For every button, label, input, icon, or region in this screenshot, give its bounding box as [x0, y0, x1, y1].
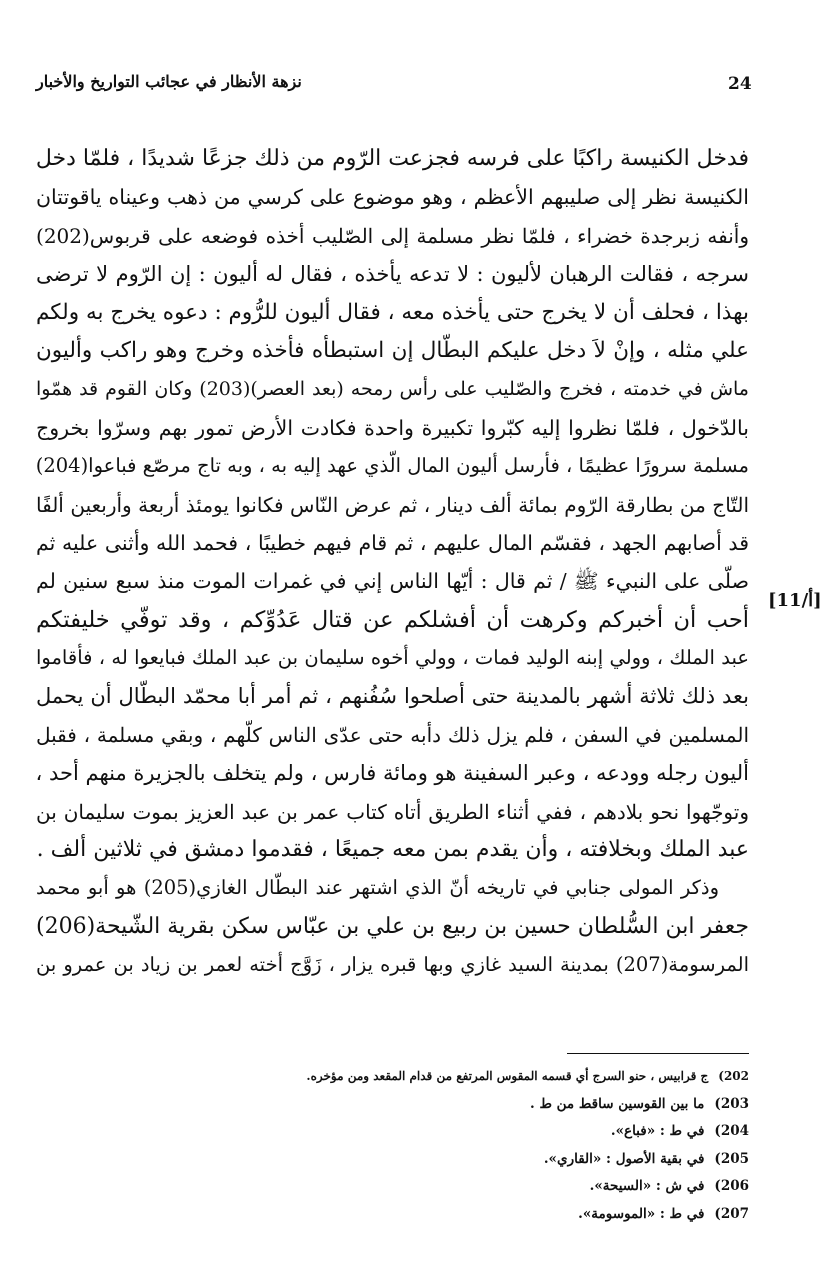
- running-title: نزهة الأنظار في عجائب التواريخ والأخبار: [36, 72, 302, 91]
- footnote-number: 206): [714, 1178, 749, 1194]
- footnote-text: في ط : «فباع».: [610, 1123, 705, 1139]
- text-line: جعفر ابن السُّلطان حسين بن ربيع بن علي بن عبّاس سكن بقرية الشّيحة(206): [36, 913, 749, 939]
- text-line: صلّى على النبيء ﷺ / ثم قال : أيّها الناس إني في غمرات الموت منذ سبع سنين لم: [36, 569, 749, 594]
- footnote-text: في بقية الأصول : «القاري».: [543, 1150, 705, 1167]
- text-line: التّاج من بطارقة الرّوم بمائة ألف دينار ، ثم عرض النّاس فكانوا يومئذ أربعة وأربعين ألفًا: [36, 492, 749, 517]
- text-line: ماش في خدمته ، فخرج والصّليب على رأس رمحه (بعد العصر)(203) وكان القوم قد همّوا: [36, 378, 749, 401]
- footnote-number: 207): [714, 1205, 749, 1222]
- footnote-text: في ط : «الموسومة».: [578, 1205, 705, 1222]
- margin-folio-note: [أ/11]: [768, 590, 822, 611]
- footnote: [300, 1063, 749, 1091]
- footnotes: [300, 1063, 749, 1228]
- footnote-text: في ش : «السيحة».: [589, 1178, 705, 1194]
- text-line: علي مثله ، وإنْ لاَ دخل عليكم البطّال إن استبطأه فأخذه وخرج وهو راكب وأليون: [36, 337, 749, 363]
- footnote: [300, 1118, 749, 1146]
- text-line: وأنفه زبرجدة خضراء ، فلمّا نظر مسلمة إلى الصّليب أخذه فوضعه على قربوس(202): [36, 223, 749, 248]
- body-text: [36, 140, 749, 985]
- footnote-number: 205): [714, 1150, 749, 1167]
- text-line: عبد الملك ، وولي إبنه الوليد فمات ، وولي أخوه سليمان بن عبد الملك فبايعوا له ، فأقاموا: [36, 646, 749, 670]
- footnote-separator: [567, 1053, 749, 1054]
- text-line: أليون رجله وودعه ، وعبر السفينة هو ومائة فارس ، ولم يتخلف بالجزيرة منهم أحد ،: [36, 761, 749, 786]
- footnote: [300, 1201, 749, 1229]
- footnote-number: 203): [714, 1095, 749, 1112]
- text-line: أحب أن أخبركم وكرهت أن أفشلكم عن قتال عَدُوِّكم ، وقد توفّي خليفتكم: [36, 606, 749, 633]
- footnote: [300, 1173, 749, 1201]
- text-line: وتوجّهوا نحو بلادهم ، ففي أثناء الطريق أتاه كتاب عمر بن عبد العزيز بموت سليمان بن: [36, 799, 749, 824]
- text-line: مسلمة سرورًا عظيمًا ، فأرسل أليون المال الّذي عهد إليه به ، وبه تاج مرصّع فباعوا(204): [36, 454, 749, 478]
- text-line: الكنيسة نظر إلى صليبهم الأعظم ، وهو موضوع على كرسي من ذهب وعيناه ياقوتتان: [36, 185, 749, 210]
- text-line: فدخل الكنيسة راكبًا على فرسه فجزعت الرّوم من ذلك جزعًا شديدًا ، فلمّا دخل: [36, 146, 749, 171]
- footnote: [300, 1091, 749, 1119]
- text-line: سرجه ، فقالت الرهبان لأليون : لا تدعه يأخذه ، فقال له أليون : إن الرّوم لا ترضى: [36, 262, 749, 287]
- footnote-text: ما بين القوسين ساقط من ط .: [530, 1095, 705, 1112]
- text-line: المسلمين في السفن ، فلم يزل ذلك دأبه حتى عدّى الناس كلّهم ، وبقي مسلمة ، فقبل: [36, 722, 749, 747]
- page-number: 24: [728, 74, 752, 94]
- footnote: [300, 1146, 749, 1174]
- text-line: عبد الملك وبخلافته ، وأن يقدم بمن معه جميعًا ، فقدموا دمشق في ثلاثين ألف .: [36, 837, 749, 863]
- text-line: بهذا ، فحلف أن لا يخرج حتى يأخذه معه ، فقال أليون للرُّوم : دعوه يخرج به ولكم: [36, 299, 749, 325]
- text-line: قد أصابهم الجهد ، فقسّم المال عليهم ، ثم قام فيهم خطيبًا ، فحمد الله وأثنى عليه ثم: [36, 530, 749, 555]
- footnote-number: 204): [714, 1123, 749, 1139]
- text-line: المرسومة(207) بمدينة السيد غازي وبها قبره يزار ، زَوَّج أخته لعمر بن زياد بن عمرو بن: [36, 953, 749, 977]
- text-line: وذكر المولى جنابي في تاريخه أنّ الذي اشتهر عند البطّال الغازي(205) هو أبو محمد: [36, 876, 719, 900]
- footnote-number: 202): [718, 1069, 749, 1083]
- footnote-text: ج قرابيس ، حنو السرج أي قسمه المقوس المرتفع من قدام المقعد ومن مؤخره.: [306, 1069, 709, 1083]
- text-line: بعد ذلك ثلاثة أشهر بالمدينة حتى أصلحوا سُفُنهم ، ثم أمر أبا محمّد البطّال أن يحمل: [36, 684, 749, 709]
- text-line: بالدّخول ، فلمّا نظروا إليه كبّروا تكبيرة واحدة فكادت الأرض تمور بهم وسرّوا بخروج: [36, 415, 749, 440]
